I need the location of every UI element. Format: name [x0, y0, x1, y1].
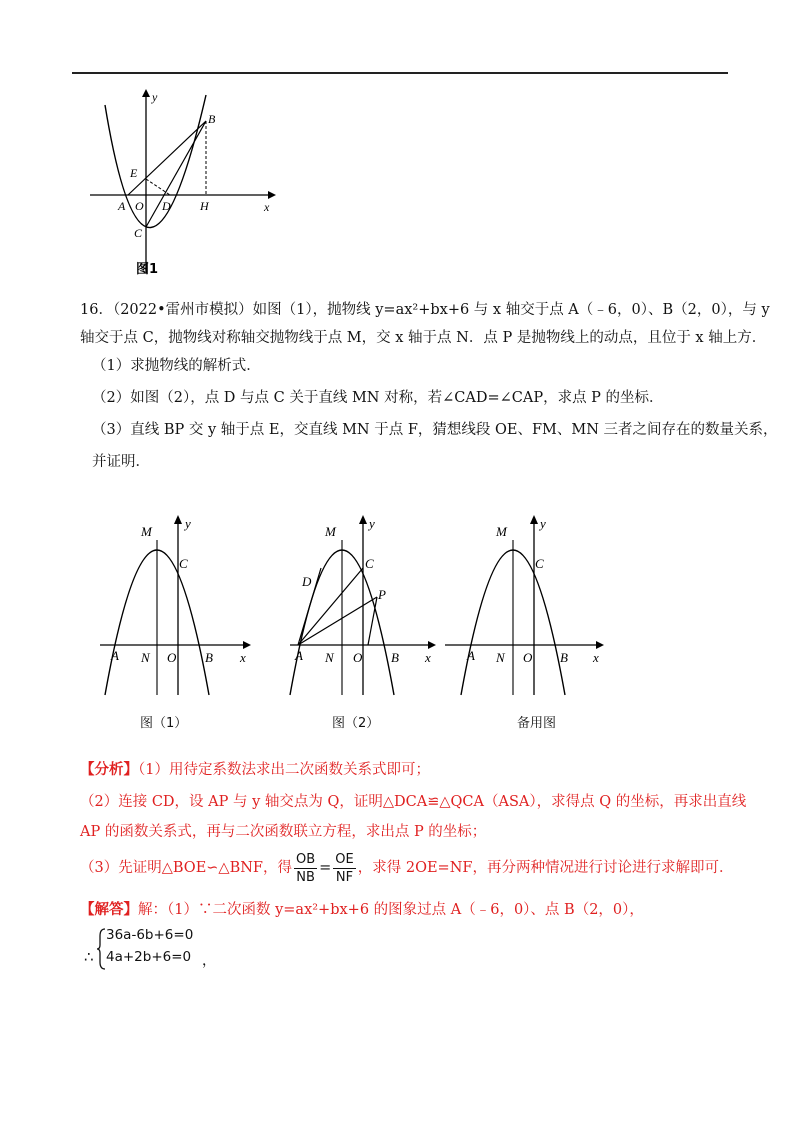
problem-line-1: 16．（2022•雷州市模拟）如图（1），抛物线 y=ax²+bx+6 与 x 轴交于点 A（﹣6，0）、B（2，0），与 y — [80, 302, 770, 318]
label-E: E — [130, 166, 138, 180]
spare-label-A: A — [467, 648, 475, 663]
fig2-label-D: D — [302, 574, 312, 589]
analysis-2b: AP 的函数关系式，再与二次函数联立方程，求出点 P 的坐标； — [80, 824, 487, 840]
analysis-3-pre: （3）先证明△BOE∽△BNF，得 — [80, 860, 292, 876]
label-H: H — [200, 199, 209, 213]
analysis-1: （1）用待定系数法求出二次函数关系式即可； — [138, 762, 430, 778]
analysis-3-post: ，求得 2OE=NF，再分两种情况进行讨论进行求解即可． — [357, 860, 734, 876]
fig2-label-P: P — [378, 587, 386, 602]
solution-tag: 【解答】 — [80, 901, 138, 918]
caption-spare: 备用图 — [517, 716, 557, 731]
label-y: y — [152, 90, 158, 104]
label-A: A — [118, 199, 126, 213]
header-rule — [72, 72, 728, 74]
fraction-ob-nb-den: NB — [296, 869, 315, 885]
fig2-label-N: N — [325, 650, 334, 665]
analysis-2a: （2）连接 CD，设 AP 与 y 轴交点为 Q，证明△DCA≌△QCA（ASA），求得点 Q 的坐标，再求出直线 — [80, 794, 747, 810]
problem-line-2: 轴交于点 C，抛物线对称轴交抛物线于点 M，交 x 轴于点 N．点 P 是抛物线上的动点，且位于 x 轴上方． — [80, 330, 767, 346]
equation-system — [84, 926, 244, 972]
spare-label-x: x — [593, 650, 599, 665]
question-2: （2）如图（2），点 D 与点 C 关于直线 MN 对称，若∠CAD=∠CAP，求点 P 的坐标． — [92, 390, 664, 406]
spare-label-B: B — [560, 650, 568, 665]
fig2-label-A: A — [295, 648, 303, 663]
fig1-label-C: C — [179, 556, 188, 571]
equals-sign: = — [319, 860, 332, 876]
equation-tail: ， — [202, 953, 216, 969]
label-x: x — [264, 200, 270, 214]
caption-fig1: 图（1） — [140, 716, 188, 731]
equation-2: 4a+2b+6=0 — [106, 949, 192, 965]
label-O: O — [135, 199, 144, 213]
therefore-symbol: ∴ — [84, 948, 94, 966]
question-1: （1）求抛物线的解析式． — [92, 358, 261, 374]
figure-problem-1 — [95, 510, 255, 700]
spare-label-N: N — [496, 650, 505, 665]
figure-spare — [440, 510, 610, 700]
fraction-ob-nb — [294, 851, 317, 886]
label-C: C — [134, 226, 143, 240]
figure-1-top — [80, 85, 280, 280]
caption-fig2: 图（2） — [332, 716, 380, 731]
fig2-label-x: x — [425, 650, 431, 665]
fig1-label-y: y — [185, 516, 191, 531]
fig2-label-C: C — [365, 556, 374, 571]
figure-problem-2 — [285, 510, 445, 700]
label-D: D — [162, 199, 171, 213]
fig2-label-y: y — [369, 516, 375, 531]
spare-label-y: y — [540, 516, 546, 531]
fig1-label-x: x — [240, 650, 246, 665]
figure-1-caption: 图1 — [136, 262, 159, 277]
solution-text: 解：（1）∵二次函数 y=ax²+bx+6 的图象过点 A（﹣6，0）、点 B（2，0）， — [138, 902, 644, 918]
fig2-label-O: O — [353, 650, 363, 665]
fig2-label-M: M — [325, 524, 336, 539]
fraction-ob-nb-num: OB — [295, 851, 316, 867]
fraction-oe-nf-num: OE — [335, 851, 354, 867]
solution-line — [80, 900, 644, 920]
fraction-oe-nf — [333, 851, 355, 886]
analysis-line-1 — [80, 760, 430, 780]
fig1-label-O: O — [167, 650, 177, 665]
brace-icon — [96, 928, 106, 970]
fig1-label-N: N — [141, 650, 150, 665]
fig1-label-A: A — [111, 648, 119, 663]
question-3-a: （3）直线 BP 交 y 轴于点 E，交直线 MN 于点 F，猜想线段 OE、FM、MN 三者之间存在的数量关系， — [92, 422, 778, 438]
fig1-label-B: B — [205, 650, 213, 665]
label-B: B — [208, 112, 216, 126]
spare-label-O: O — [523, 650, 533, 665]
analysis-line-3 — [80, 848, 733, 888]
spare-label-M: M — [496, 524, 507, 539]
fig2-label-B: B — [391, 650, 399, 665]
question-3-b: 并证明． — [92, 454, 150, 470]
spare-label-C: C — [535, 556, 544, 571]
equation-1: 36a-6b+6=0 — [106, 927, 194, 943]
fig1-label-M: M — [141, 524, 152, 539]
analysis-tag: 【分析】 — [80, 761, 138, 778]
fraction-oe-nf-den: NF — [335, 869, 354, 885]
